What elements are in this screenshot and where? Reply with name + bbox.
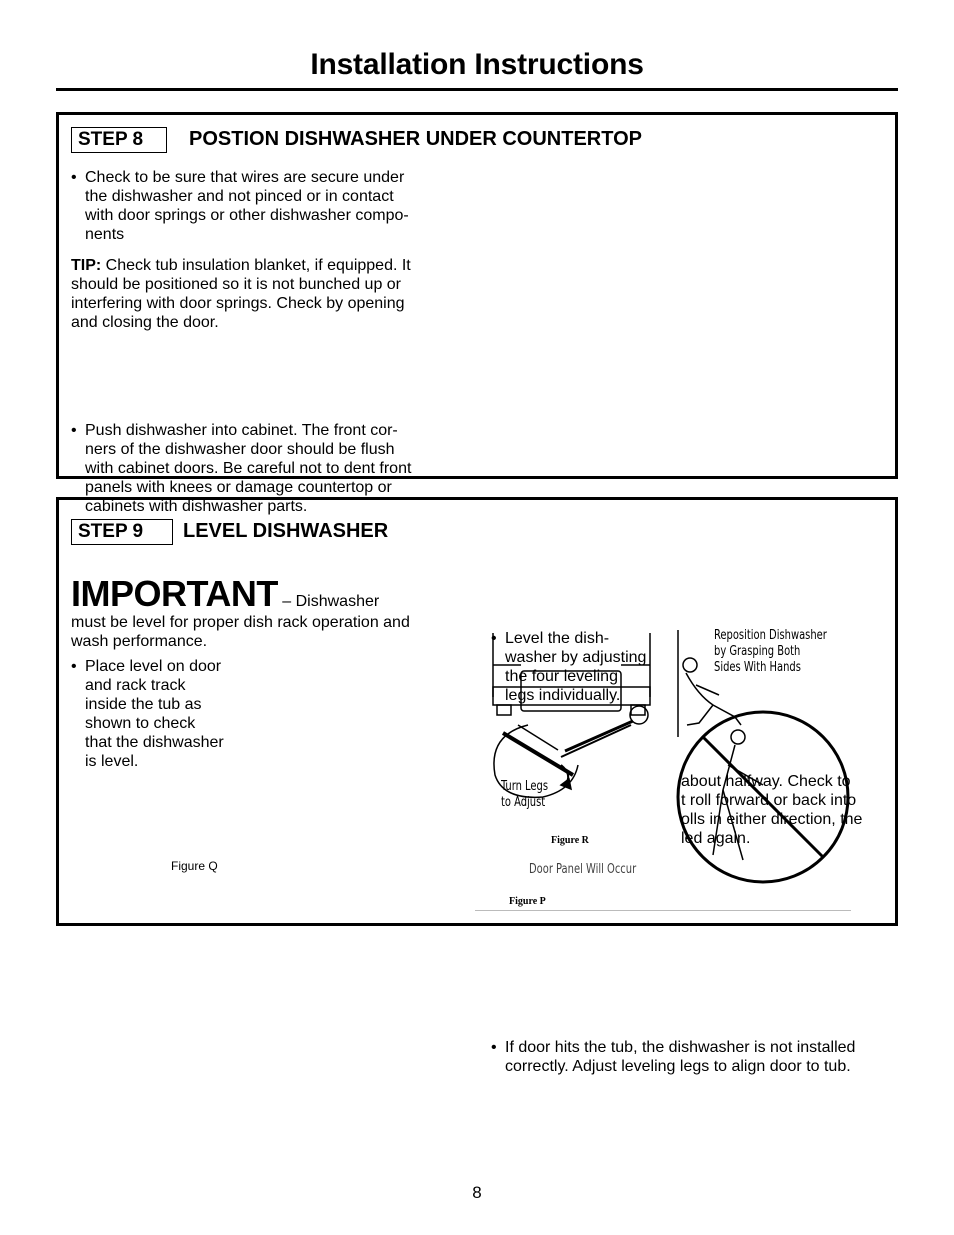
- figure-q-caption: Figure Q: [171, 859, 218, 873]
- step8-heading: POSTION DISHWASHER UNDER COUNTERTOP: [189, 128, 642, 150]
- step8-bullet-push: • Push dishwasher into cabinet. The front cor- ners of the dishwasher door should be flush with cabinet doors. Be careful not to dent front panels with knees or damage countertop or cabinets with dishwasher parts.: [71, 421, 465, 516]
- turn-legs-label: Turn Legs to Adjust: [501, 779, 549, 810]
- step9-panel: [56, 497, 898, 1075]
- step9-tag: STEP 9: [71, 519, 173, 545]
- figure-r-caption: Figure R: [551, 835, 589, 846]
- figure-bottom-rule: [475, 910, 851, 911]
- step8-bullet-wires: • Check to be sure that wires are secure under the dishwasher and not pinced or in contact with door springs or other dishwasher compo- nents: [71, 168, 465, 244]
- step8-panel: [56, 112, 898, 515]
- important-body: must be level for proper dish rack operation and wash performance.: [71, 614, 410, 650]
- page-title: Installation Instructions: [310, 48, 644, 81]
- step9-bullet-legs: • Level the dish- washer by adjusting the four leveling legs individually.: [491, 629, 705, 705]
- important-word: IMPORTANT: [71, 573, 278, 614]
- partial-obscured-text: about halfway. Check to t roll forward or back into olls in either direction, the led again.: [681, 773, 863, 847]
- figure-p-caption: Figure P: [509, 896, 546, 907]
- tip-label: TIP:: [71, 257, 102, 274]
- door-panel-label: Door Panel Will Occur: [529, 862, 637, 877]
- page-number: 8: [472, 1183, 482, 1202]
- reposition-label: Reposition Dishwasher by Grasping Both Sides With Hands: [714, 628, 827, 675]
- important-notice: IMPORTANT – Dishwasher: [71, 573, 380, 614]
- dishwasher-front-drawing: [493, 633, 650, 757]
- step9-heading: LEVEL DISHWASHER: [183, 520, 389, 542]
- step8-tag: STEP 8: [71, 127, 167, 153]
- title-rule: [56, 88, 898, 91]
- step8-tip: TIP: Check tub insulation blanket, if equipped. It should be positioned so it is not bunched up or interfering with door springs. Check by opening and closing the door.: [71, 257, 411, 331]
- step9-bullet-level: • Place level on door and rack track inside the tub as shown to check that the dishwasher is level.: [71, 657, 285, 771]
- step9-bullet-door: • If door hits the tub, the dishwasher is not installed correctly. Adjust leveling legs to align door to tub.: [491, 1038, 905, 1076]
